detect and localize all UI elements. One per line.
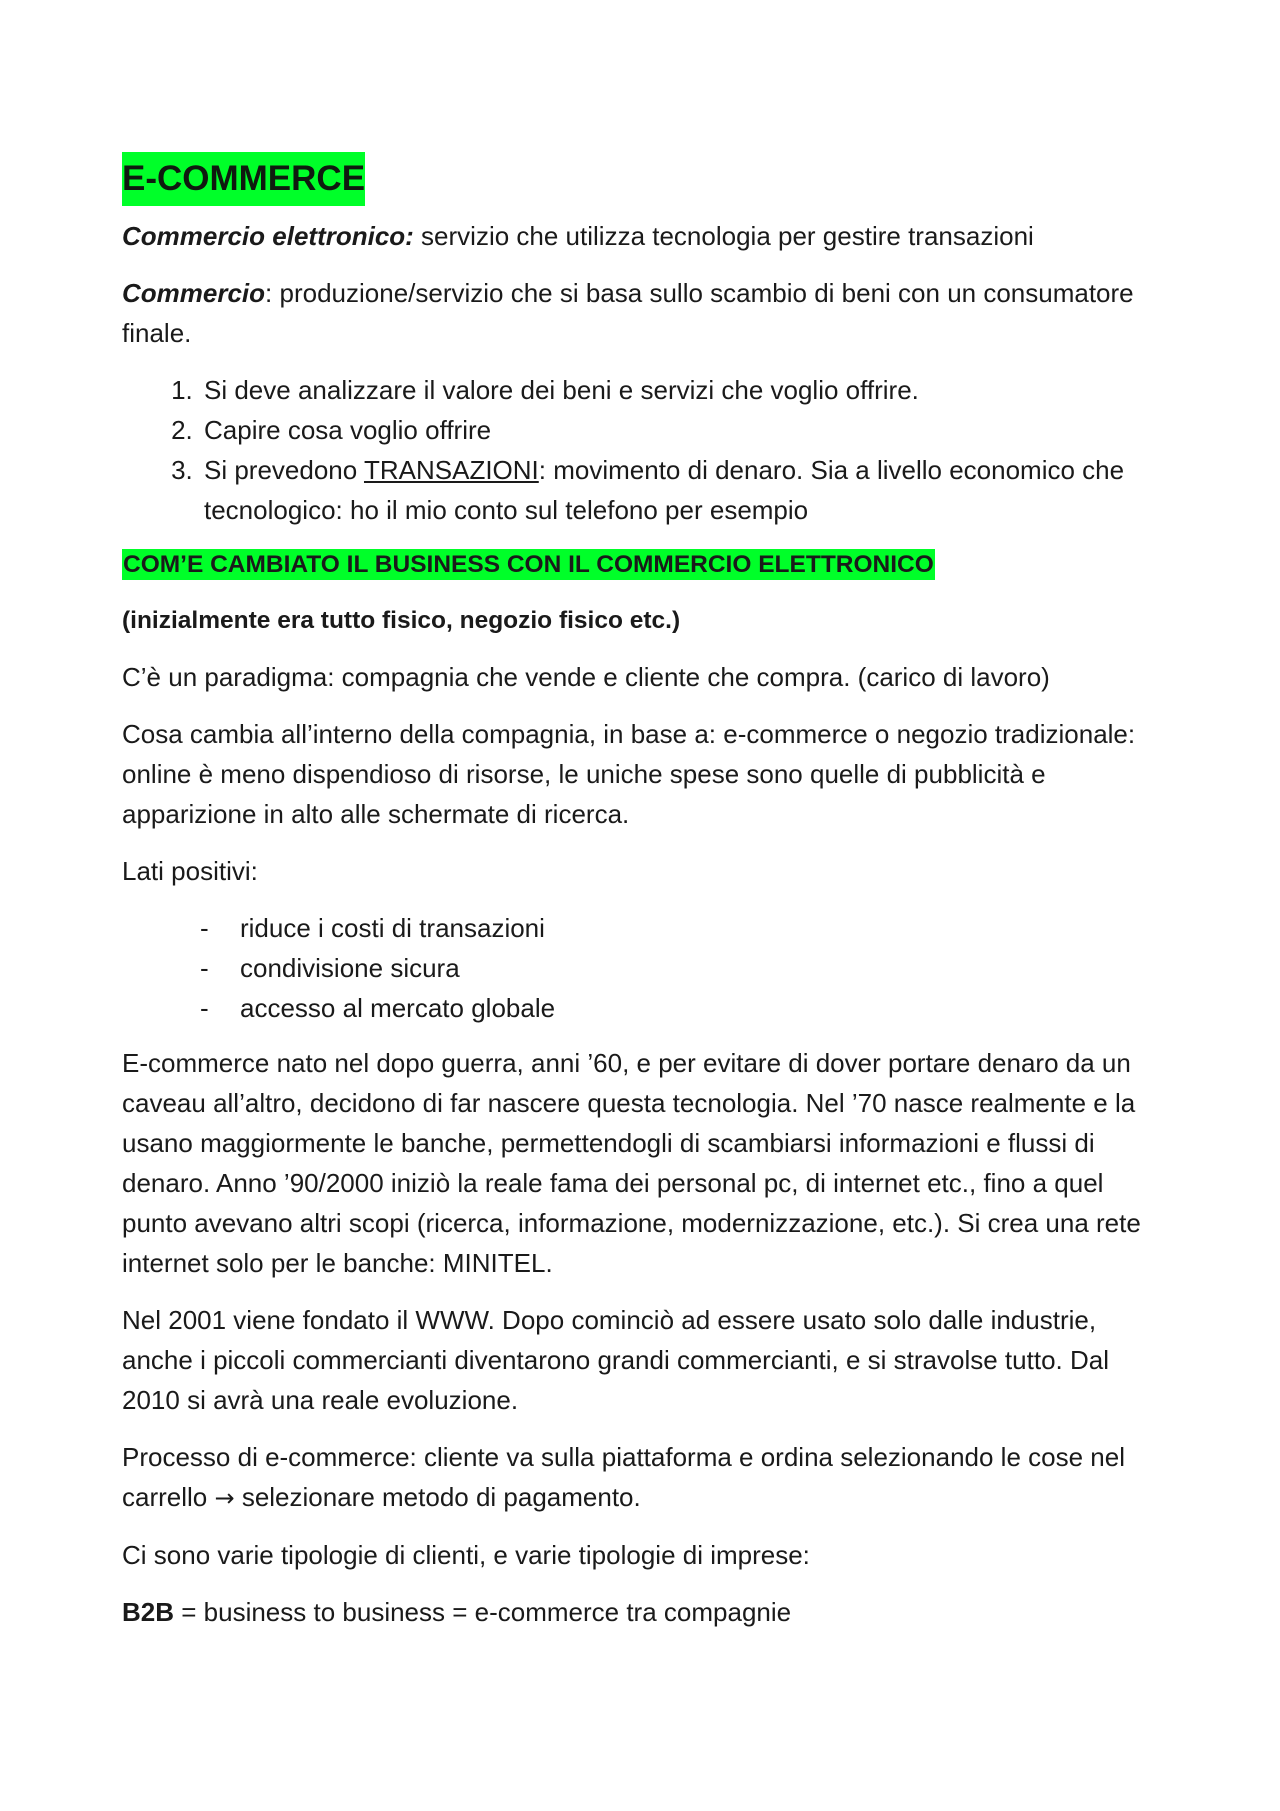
document-body [122,152,1162,1649]
list-item: 1. Si deve analizzare il valore dei beni e servizi che voglio offrire. [200,370,1162,410]
definition-commercio-elettronico [122,216,1162,256]
paragraph-storia: E-commerce nato nel dopo guerra, anni ’60, e per evitare di dover portare denaro da un caveau all’altro, decidono di far nascere questa tecnologia. Nel ’70 nasce realmente e la usano maggiormente le banche, permettendogli di scambiarsi informazioni e flussi di denaro. Anno ’90/2000 iniziò la reale fama dei personal pc, di internet etc., fino a quel punto avevano altri scopi (ricerca, informazione, modernizzazione, etc.). Si crea una rete internet solo per le banche: MINITEL. [122,1048,1141,1278]
definition-term: Commercio [122,278,266,308]
b2b-term: B2B [122,1597,175,1627]
lati-positivi-list [122,908,1162,1028]
definition-text: : produzione/servizio che si basa sullo scambio di beni con un consumatore finale. [122,278,1134,348]
list-item: 3. Si prevedono TRANSAZIONI: movimento di denaro. Sia a livello economico che tecnologico: ho il mio conto sul telefono per esempio [200,450,1162,530]
paragraph-b2b: B2B = business to business = e-commerce tra compagnie [122,1597,792,1627]
paragraph-tipologie: Ci sono varie tipologie di clienti, e varie tipologie di imprese: [122,1540,810,1570]
definition-commercio [122,273,1162,353]
list-item: 2. Capire cosa voglio offrire [200,410,1162,450]
paragraph-cosa-cambia: Cosa cambia all’interno della compagnia, in base a: e-commerce o negozio tradizionale: online è meno dispendioso di risorse, le uniche spese sono quelle di pubblicità e apparizione in alto alle schermate di ricerca. [122,719,1136,829]
paragraph-processo: Processo di e-commerce: cliente va sulla piattaforma e ordina selezionando le cose nel carrello → selezionare metodo di pagamento. [122,1442,1125,1512]
dash-bullet: - [200,953,209,983]
dash-bullet: - [200,913,209,943]
paragraph-paradigma: C’è un paradigma: compagnia che vende e cliente che compra. (carico di lavoro) [122,662,1050,692]
arrow-right-icon: → [214,1484,235,1512]
steps-list [122,370,1162,530]
list-item: - condivisione sicura [200,948,1162,988]
transazioni-underlined: TRANSAZIONI [363,455,539,485]
paragraph-2001: Nel 2001 viene fondato il WWW. Dopo cominciò ad essere usato solo dalle industrie, anche i piccoli commercianti diventarono grandi commercianti, e si stravolse tutto. Dal 2010 si avrà una reale evoluzione. [122,1305,1109,1415]
lati-positivi-label: Lati positivi: [122,856,258,886]
definition-term: Commercio elettronico: [122,221,414,251]
list-item: - riduce i costi di transazioni [200,908,1162,948]
definition-text: servizio che utilizza tecnologia per gestire transazioni [413,221,1034,251]
list-item: - accesso al mercato globale [200,988,1162,1028]
section-subtitle: (inizialmente era tutto fisico, negozio fisico etc.) [122,607,681,634]
dash-bullet: - [200,993,209,1023]
page-title: E-COMMERCE [122,152,365,206]
section-heading: COM’E CAMBIATO IL BUSINESS CON IL COMMERCIO ELETTRONICO [123,551,934,578]
